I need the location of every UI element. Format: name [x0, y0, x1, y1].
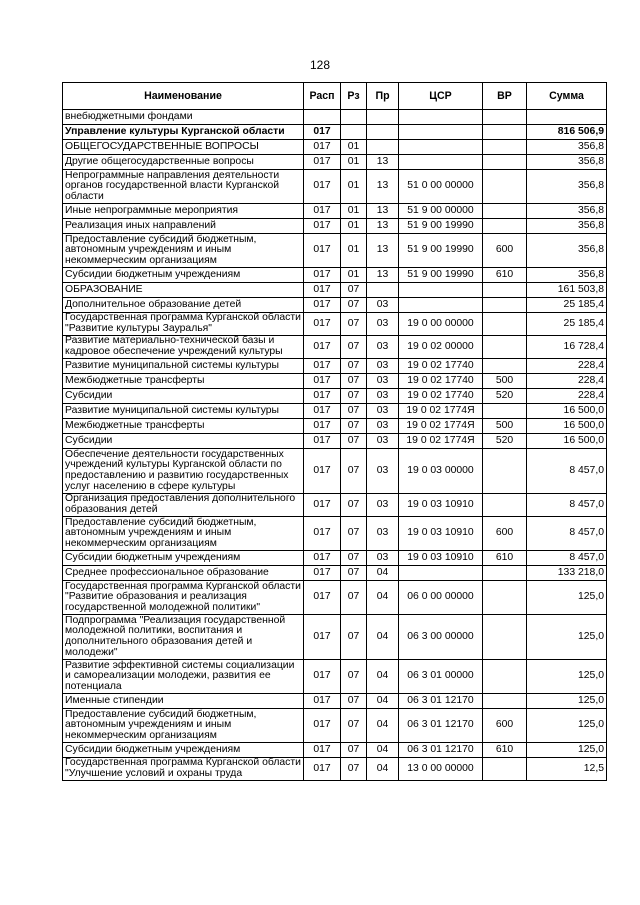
cell-name: Государственная программа Курганской области "Развитие образования и реализация государственной молодежной политики": [63, 581, 304, 615]
cell-csr: 06 3 01 12170: [399, 743, 483, 758]
cell-sum: 125,0: [527, 581, 607, 615]
cell-sum: 356,8: [527, 204, 607, 219]
cell-sum: 25 185,4: [527, 298, 607, 313]
table-row: [63, 268, 607, 283]
cell-rz: [341, 125, 367, 140]
cell-csr: 06 0 00 00000: [399, 581, 483, 615]
cell-pr: 03: [367, 336, 399, 359]
cell-rasp: 017: [304, 694, 341, 709]
cell-rasp: [304, 110, 341, 125]
cell-csr: 19 0 03 10910: [399, 494, 483, 517]
cell-sum: 356,8: [527, 268, 607, 283]
header-sum: Сумма: [527, 83, 607, 110]
cell-pr: 04: [367, 566, 399, 581]
cell-csr: [399, 566, 483, 581]
cell-sum: 161 503,8: [527, 283, 607, 298]
cell-name: Среднее профессиональное образование: [63, 566, 304, 581]
cell-rz: 07: [341, 419, 367, 434]
cell-sum: 16 500,0: [527, 434, 607, 449]
cell-rz: 07: [341, 566, 367, 581]
cell-vr: 520: [483, 434, 527, 449]
cell-sum: 125,0: [527, 694, 607, 709]
cell-sum: 16 500,0: [527, 404, 607, 419]
table-row: [63, 234, 607, 268]
cell-pr: 13: [367, 268, 399, 283]
cell-rasp: 017: [304, 204, 341, 219]
cell-name: Реализация иных направлений: [63, 219, 304, 234]
cell-rasp: 017: [304, 170, 341, 204]
cell-vr: [483, 155, 527, 170]
cell-pr: 03: [367, 404, 399, 419]
cell-csr: [399, 125, 483, 140]
cell-csr: [399, 140, 483, 155]
cell-vr: [483, 449, 527, 494]
cell-pr: 03: [367, 313, 399, 336]
cell-rz: 07: [341, 336, 367, 359]
cell-name: Субсидии: [63, 434, 304, 449]
cell-csr: 19 0 02 17740: [399, 359, 483, 374]
table-row: [63, 660, 607, 694]
cell-pr: [367, 140, 399, 155]
cell-rasp: 017: [304, 313, 341, 336]
cell-csr: 19 0 03 10910: [399, 517, 483, 551]
cell-rz: 07: [341, 615, 367, 660]
cell-rz: 07: [341, 374, 367, 389]
cell-name: Предоставление субсидий бюджетным, автономным учреждениям и иным некоммерческим организациям: [63, 517, 304, 551]
cell-name: Дополнительное образование детей: [63, 298, 304, 313]
cell-rasp: 017: [304, 268, 341, 283]
cell-rz: 07: [341, 743, 367, 758]
cell-rz: 07: [341, 660, 367, 694]
cell-vr: 500: [483, 419, 527, 434]
cell-vr: 600: [483, 517, 527, 551]
cell-vr: [483, 204, 527, 219]
cell-vr: [483, 694, 527, 709]
cell-pr: 03: [367, 517, 399, 551]
cell-pr: 04: [367, 615, 399, 660]
cell-csr: 51 9 00 00000: [399, 204, 483, 219]
table-row: [63, 434, 607, 449]
cell-rz: 07: [341, 581, 367, 615]
cell-name: Развитие эффективной системы социализации и самореализации молодежи, развития ее потенциала: [63, 660, 304, 694]
cell-rasp: 017: [304, 298, 341, 313]
cell-rasp: 017: [304, 566, 341, 581]
cell-rasp: 017: [304, 494, 341, 517]
cell-vr: 610: [483, 743, 527, 758]
cell-pr: 04: [367, 660, 399, 694]
cell-rz: 07: [341, 359, 367, 374]
cell-pr: 03: [367, 551, 399, 566]
table-row: [63, 359, 607, 374]
cell-rasp: 017: [304, 404, 341, 419]
cell-sum: 356,8: [527, 155, 607, 170]
cell-rz: 07: [341, 434, 367, 449]
cell-pr: 13: [367, 155, 399, 170]
cell-rz: 01: [341, 170, 367, 204]
cell-csr: 19 0 03 10910: [399, 551, 483, 566]
cell-name: Межбюджетные трансферты: [63, 374, 304, 389]
cell-rasp: 017: [304, 660, 341, 694]
cell-name: Государственная программа Курганской области "Улучшение условий и охраны труда: [63, 758, 304, 781]
cell-pr: 03: [367, 374, 399, 389]
cell-rasp: 017: [304, 517, 341, 551]
cell-sum: 8 457,0: [527, 517, 607, 551]
cell-vr: [483, 125, 527, 140]
cell-name: Организация предоставления дополнительного образования детей: [63, 494, 304, 517]
cell-csr: 51 9 00 19990: [399, 234, 483, 268]
cell-vr: [483, 219, 527, 234]
header-rz: Рз: [341, 83, 367, 110]
table-row: [63, 298, 607, 313]
table-row: [63, 219, 607, 234]
cell-rasp: 017: [304, 449, 341, 494]
cell-vr: [483, 494, 527, 517]
table-row: [63, 404, 607, 419]
cell-csr: 19 0 02 00000: [399, 336, 483, 359]
cell-csr: 06 3 01 12170: [399, 709, 483, 743]
cell-vr: [483, 110, 527, 125]
cell-vr: [483, 404, 527, 419]
cell-pr: 04: [367, 743, 399, 758]
cell-vr: [483, 566, 527, 581]
cell-rasp: 017: [304, 709, 341, 743]
cell-sum: 125,0: [527, 709, 607, 743]
cell-rasp: 017: [304, 551, 341, 566]
cell-pr: 13: [367, 204, 399, 219]
cell-sum: 125,0: [527, 660, 607, 694]
cell-sum: 356,8: [527, 170, 607, 204]
cell-csr: [399, 298, 483, 313]
cell-vr: [483, 615, 527, 660]
cell-rasp: 017: [304, 283, 341, 298]
budget-table: [62, 82, 607, 781]
table-row: [63, 155, 607, 170]
cell-csr: 13 0 00 00000: [399, 758, 483, 781]
cell-vr: [483, 336, 527, 359]
table-header-row: [63, 83, 607, 110]
cell-pr: 04: [367, 709, 399, 743]
cell-name: Субсидии бюджетным учреждениям: [63, 268, 304, 283]
cell-sum: 133 218,0: [527, 566, 607, 581]
cell-name: Именные стипендии: [63, 694, 304, 709]
cell-sum: 8 457,0: [527, 449, 607, 494]
cell-csr: 51 0 00 00000: [399, 170, 483, 204]
cell-rz: 01: [341, 268, 367, 283]
table-row: [63, 758, 607, 781]
cell-sum: 356,8: [527, 234, 607, 268]
cell-csr: 19 0 02 17740: [399, 374, 483, 389]
cell-name: Развитие муниципальной системы культуры: [63, 404, 304, 419]
cell-sum: 16 728,4: [527, 336, 607, 359]
cell-pr: 03: [367, 419, 399, 434]
cell-pr: 13: [367, 234, 399, 268]
cell-rasp: 017: [304, 743, 341, 758]
cell-rasp: 017: [304, 234, 341, 268]
cell-rasp: 017: [304, 359, 341, 374]
table-row: [63, 419, 607, 434]
cell-rz: [341, 110, 367, 125]
cell-pr: 03: [367, 389, 399, 404]
cell-sum: 356,8: [527, 219, 607, 234]
table-row: [63, 170, 607, 204]
cell-rz: 01: [341, 219, 367, 234]
table-row: [63, 494, 607, 517]
cell-csr: 19 0 00 00000: [399, 313, 483, 336]
cell-csr: 19 0 02 1774Я: [399, 434, 483, 449]
cell-rz: 07: [341, 404, 367, 419]
table-row: [63, 374, 607, 389]
cell-csr: 19 0 02 1774Я: [399, 419, 483, 434]
cell-name: ОБРАЗОВАНИЕ: [63, 283, 304, 298]
table-row: [63, 140, 607, 155]
cell-sum: 12,5: [527, 758, 607, 781]
cell-vr: [483, 660, 527, 694]
cell-sum: 356,8: [527, 140, 607, 155]
cell-rz: 07: [341, 709, 367, 743]
table-row: [63, 110, 607, 125]
cell-vr: [483, 298, 527, 313]
cell-csr: 51 9 00 19990: [399, 219, 483, 234]
table-row: [63, 313, 607, 336]
cell-rz: 07: [341, 694, 367, 709]
cell-name: Субсидии бюджетным учреждениям: [63, 551, 304, 566]
cell-rz: 07: [341, 389, 367, 404]
cell-sum: 228,4: [527, 389, 607, 404]
table-row: [63, 566, 607, 581]
cell-sum: 228,4: [527, 359, 607, 374]
header-pr: Пр: [367, 83, 399, 110]
cell-pr: 03: [367, 359, 399, 374]
cell-pr: 03: [367, 434, 399, 449]
cell-rasp: 017: [304, 140, 341, 155]
cell-pr: 04: [367, 581, 399, 615]
cell-vr: [483, 359, 527, 374]
table-row: [63, 336, 607, 359]
cell-csr: [399, 110, 483, 125]
cell-rz: 07: [341, 283, 367, 298]
table-row: [63, 125, 607, 140]
cell-name: Предоставление субсидий бюджетным, автономным учреждениям и иным некоммерческим организациям: [63, 234, 304, 268]
cell-name: Управление культуры Курганской области: [63, 125, 304, 140]
cell-pr: 03: [367, 449, 399, 494]
cell-name: Субсидии: [63, 389, 304, 404]
cell-pr: [367, 125, 399, 140]
cell-vr: 600: [483, 234, 527, 268]
cell-pr: [367, 283, 399, 298]
table-row: [63, 283, 607, 298]
cell-pr: [367, 110, 399, 125]
cell-rasp: 017: [304, 389, 341, 404]
header-vr: ВР: [483, 83, 527, 110]
cell-rz: 07: [341, 758, 367, 781]
cell-sum: 8 457,0: [527, 551, 607, 566]
cell-rz: 07: [341, 517, 367, 551]
cell-rasp: 017: [304, 374, 341, 389]
cell-sum: [527, 110, 607, 125]
cell-name: Иные непрограммные мероприятия: [63, 204, 304, 219]
cell-pr: 04: [367, 694, 399, 709]
cell-rasp: 017: [304, 434, 341, 449]
cell-pr: 13: [367, 170, 399, 204]
cell-rz: 01: [341, 140, 367, 155]
cell-pr: 04: [367, 758, 399, 781]
table-row: [63, 615, 607, 660]
cell-sum: 16 500,0: [527, 419, 607, 434]
cell-rasp: 017: [304, 219, 341, 234]
cell-name: Развитие материально-технической базы и кадровое обеспечение учреждений культуры: [63, 336, 304, 359]
cell-rz: 01: [341, 155, 367, 170]
cell-rasp: 017: [304, 336, 341, 359]
cell-rz: 07: [341, 494, 367, 517]
cell-sum: 125,0: [527, 743, 607, 758]
cell-vr: [483, 170, 527, 204]
cell-rz: 01: [341, 204, 367, 219]
cell-rasp: 017: [304, 758, 341, 781]
cell-csr: 06 3 01 00000: [399, 660, 483, 694]
table-row: [63, 581, 607, 615]
table-row: [63, 709, 607, 743]
cell-csr: [399, 155, 483, 170]
cell-name: Обеспечение деятельности государственных учреждений культуры Курганской области по предоставлению и развитию государственных услуг населению в сфере культуры: [63, 449, 304, 494]
table-row: [63, 449, 607, 494]
header-name: Наименование: [63, 83, 304, 110]
cell-sum: 816 506,9: [527, 125, 607, 140]
cell-rasp: 017: [304, 155, 341, 170]
cell-pr: 03: [367, 494, 399, 517]
cell-name: Подпрограмма "Реализация государственной молодежной политики, воспитания и дополнительного образования детей и молодежи": [63, 615, 304, 660]
cell-name: Субсидии бюджетным учреждениям: [63, 743, 304, 758]
cell-name: Другие общегосударственные вопросы: [63, 155, 304, 170]
header-rasp: Расп: [304, 83, 341, 110]
cell-sum: 125,0: [527, 615, 607, 660]
cell-vr: [483, 283, 527, 298]
cell-vr: 520: [483, 389, 527, 404]
cell-name: Непрограммные направления деятельности органов государственной власти Курганской области: [63, 170, 304, 204]
cell-vr: 500: [483, 374, 527, 389]
table-row: [63, 389, 607, 404]
table-row: [63, 743, 607, 758]
cell-vr: 600: [483, 709, 527, 743]
cell-rz: 01: [341, 234, 367, 268]
cell-vr: [483, 581, 527, 615]
cell-rasp: 017: [304, 419, 341, 434]
table-row: [63, 694, 607, 709]
cell-name: внебюджетными фондами: [63, 110, 304, 125]
cell-name: Развитие муниципальной системы культуры: [63, 359, 304, 374]
cell-name: Государственная программа Курганской области "Развитие культуры Зауралья": [63, 313, 304, 336]
cell-sum: 8 457,0: [527, 494, 607, 517]
cell-csr: 06 3 01 12170: [399, 694, 483, 709]
table-row: [63, 551, 607, 566]
cell-name: Межбюджетные трансферты: [63, 419, 304, 434]
cell-vr: [483, 758, 527, 781]
cell-name: ОБЩЕГОСУДАРСТВЕННЫЕ ВОПРОСЫ: [63, 140, 304, 155]
cell-pr: 13: [367, 219, 399, 234]
cell-rasp: 017: [304, 581, 341, 615]
cell-csr: 19 0 03 00000: [399, 449, 483, 494]
cell-rz: 07: [341, 551, 367, 566]
table-row: [63, 204, 607, 219]
cell-csr: 19 0 02 17740: [399, 389, 483, 404]
cell-rasp: 017: [304, 615, 341, 660]
cell-sum: 228,4: [527, 374, 607, 389]
cell-csr: [399, 283, 483, 298]
cell-rz: 07: [341, 298, 367, 313]
cell-vr: [483, 313, 527, 336]
header-csr: ЦСР: [399, 83, 483, 110]
cell-csr: 06 3 00 00000: [399, 615, 483, 660]
cell-rasp: 017: [304, 125, 341, 140]
cell-rz: 07: [341, 313, 367, 336]
table-row: [63, 517, 607, 551]
cell-sum: 25 185,4: [527, 313, 607, 336]
cell-csr: 51 9 00 19990: [399, 268, 483, 283]
cell-csr: 19 0 02 1774Я: [399, 404, 483, 419]
cell-vr: [483, 140, 527, 155]
cell-vr: 610: [483, 268, 527, 283]
cell-name: Предоставление субсидий бюджетным, автономным учреждениям и иным некоммерческим организациям: [63, 709, 304, 743]
cell-pr: 03: [367, 298, 399, 313]
cell-vr: 610: [483, 551, 527, 566]
page-number: 128: [309, 58, 331, 72]
cell-rz: 07: [341, 449, 367, 494]
